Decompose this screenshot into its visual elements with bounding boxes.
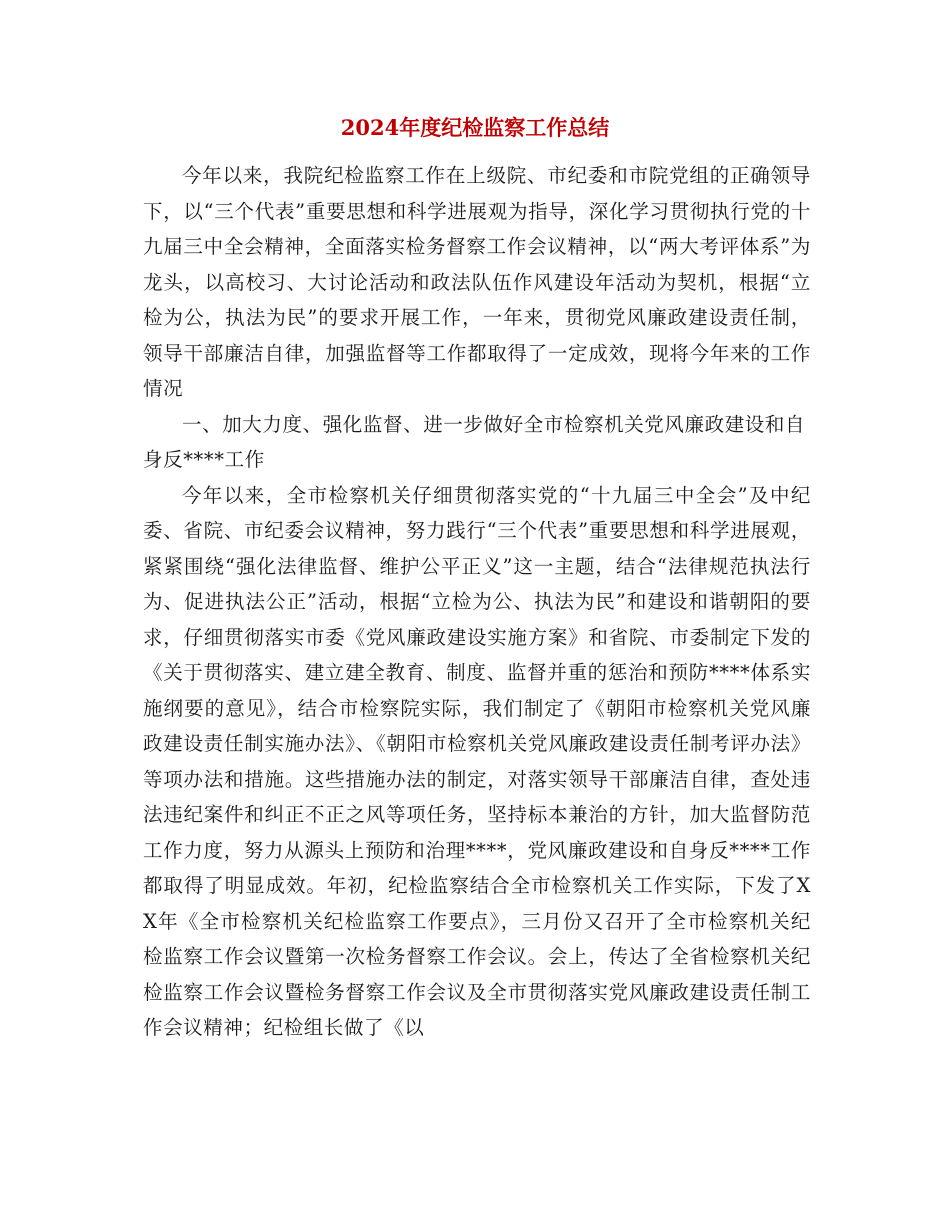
document-title: 2024年度纪检监察工作总结 <box>340 115 610 140</box>
document-body <box>143 158 811 1046</box>
section-heading-1: 一、加大力度、强化监督、进一步做好全市检察机关党风廉政建设和自身反****工作 <box>143 412 806 471</box>
intro-paragraph: 今年以来，我院纪检监察工作在上级院、市纪委和市院党组的正确领导下，以“三个代表”重要思想和科学进展观为指导，深化学习贯彻执行党的十九届三中全会精神，全面落实检务督察工作会议精神，以“两大考评体系”为龙头，以高校习、大讨论活动和政法队伍作风建设年活动为契机，根据“立检为公，执法为民”的要求开展工作，一年来，贯彻党风廉政建设责任制，领导干部廉洁自律，加强监督等工作都取得了一定成效，现将今年来的工作情况 <box>143 164 811 400</box>
section-1-paragraph: 今年以来，全市检察机关仔细贯彻落实党的“十九届三中全会”及中纪委、省院、市纪委会议精神，努力践行“三个代表”重要思想和科学进展观，紧紧围绕“强化法律监督、维护公平正义”这一主题，结合“法律规范执法行为、促进执法公正”活动，根据“立检为公、执法为民”和建设和谐朝阳的要求，仔细贯彻落实市委《党风廉政建设实施方案》和省院、市委制定下发的《关于贯彻落实、建立建全教育、制度、监督并重的惩治和预防****体系实施纲要的意见》，结合市检察院实际，我们制定了《朝阳市检察机关党风廉政建设责任制实施办法》、《朝阳市检察机关党风廉政建设责任制考评办法》等项办法和措施。这些措施办法的制定，对落实领导干部廉洁自律，查处违法违纪案件和纠正不正之风等项任务，坚持标本兼治的方针，加大监督防范工作力度，努力从源头上预防和治理****，党风廉政建设和自身反****工作都取得了明显成效。年初，纪检监察结合全市检察机关工作实际，下发了XX年《全市检察机关纪检监察工作要点》，三月份又召开了全市检察机关纪检监察工作会议暨第一次检务督察工作会议。会上，传达了全省检察机关纪检监察工作会议暨检务督察工作会议及全市贯彻落实党风廉政建设责任制工作会议精神；纪检组长做了《以 <box>143 483 811 1039</box>
